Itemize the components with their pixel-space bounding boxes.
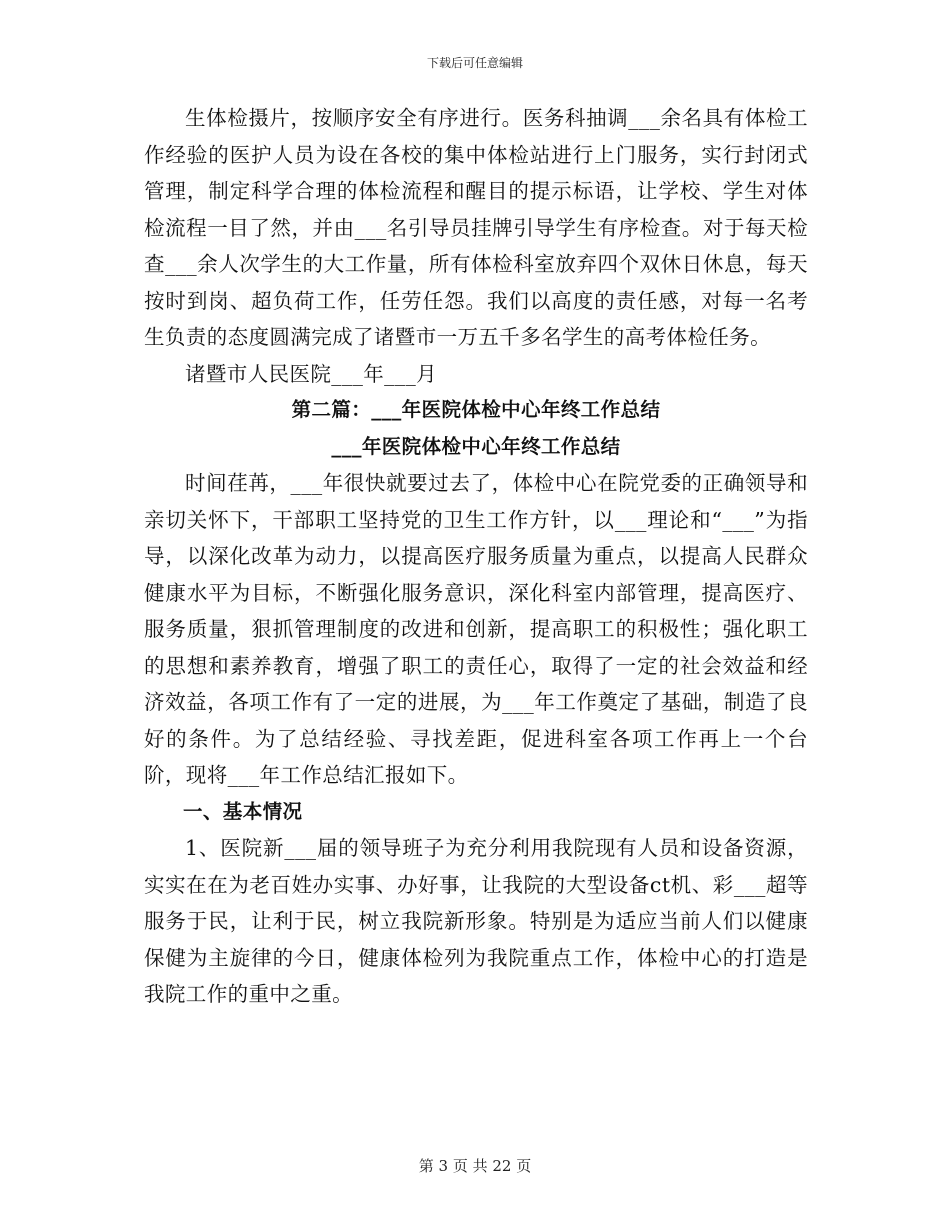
page-number: 第 3 页 共 22 页: [418, 1157, 532, 1175]
document-body: [144, 100, 808, 1013]
page-header-note: 下载后可任意编辑: [426, 56, 523, 70]
document-title: ___年医院体检中心年终工作总结: [331, 434, 621, 458]
signature-line: 诸暨市人民医院___年___月: [185, 361, 437, 386]
section-heading-basic: 一、基本情况: [183, 799, 303, 823]
chapter-heading: 第二篇：___年医院体检中心年终工作总结: [291, 398, 661, 421]
paragraph-continued: 生体检摄片，按顺序安全有序进行。医务科抽调___余名具有体检工作经验的医护人员为设在各校的集中体检站进行上门服务，实行封闭式管理，制定科学合理的体检流程和醒目的提示标语，让学校、学生对体检流程一目了然，并由___名引导员挂牌引导学生有序检查。对于每天检查___余人次学生的大工作量，所有体检科室放弃四个双休日休息，每天按时到岗、超负荷工作，任劳任怨。我们以高度的责任感，对每一名考生负责的态度圆满完成了诸暨市一万五千多名学生的高考体检任务。: [144, 106, 808, 349]
paragraph-intro: 时间荏苒，___年很快就要过去了，体检中心在院党委的正确领导和亲切关怀下，干部职工坚持党的卫生工作方针，以___理论和“___”为指导，以深化改革为动力，以提高医疗服务质量为重点，以提高人民群众健康水平为目标，不断强化服务意识，深化科室内部管理，提高医疗、服务质量，狠抓管理制度的改进和创新，提高职工的积极性；强化职工的思想和素养教育，增强了职工的责任心，取得了一定的社会效益和经济效益，各项工作有了一定的进展，为___年工作奠定了基础，制造了良好的条件。为了总结经验、寻找差距，促进科室各项工作再上一个台阶，现将___年工作总结汇报如下。: [144, 471, 808, 787]
paragraph-item-1: 1、医院新___届的领导班子为充分利用我院现有人员和设备资源，实实在在为老百姓办实事、办好事，让我院的大型设备ct机、彩___超等服务于民，让利于民，树立我院新形象。特别是为适应当前人们以健康保健为主旋律的今日，健康体检列为我院重点工作，体检中心的打造是我院工作的重中之重。: [144, 836, 808, 1006]
